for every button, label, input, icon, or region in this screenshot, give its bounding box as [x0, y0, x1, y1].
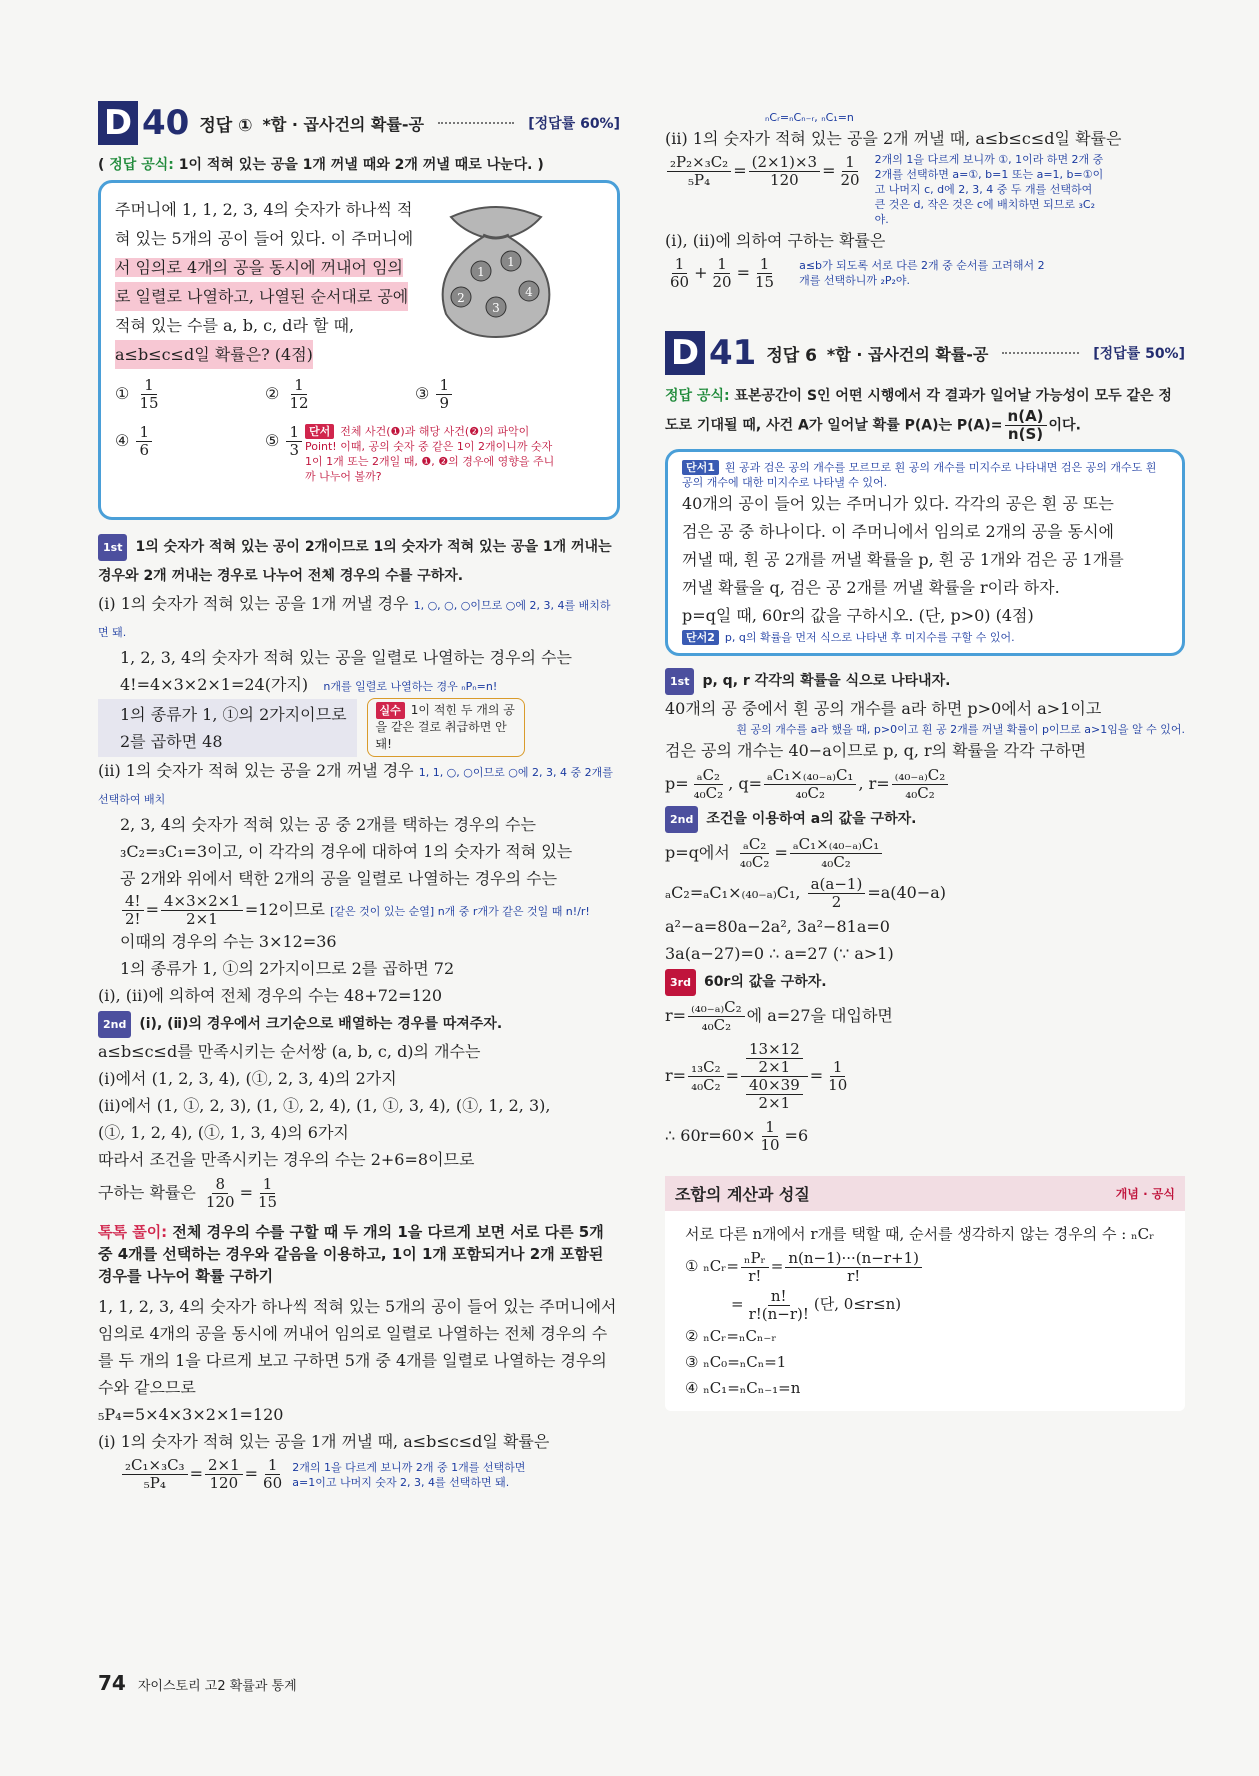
quick-title: 전체 경우의 수를 구할 때 두 개의 1을 다르게 보면 서로 다른 5개 중 4개를 선택하는 경우와 같음을 이용하고, 1이 1개 포함되거나 2개 포함된 경우를 나누어 확률 구하기	[98, 1223, 604, 1285]
concept-line: ③ ₙC₀=ₙCₙ=1	[685, 1353, 787, 1371]
choice-1[interactable]: ① $\frac{1}{15}$	[115, 376, 159, 412]
line: 에 a=27을 대입하면	[746, 1006, 893, 1025]
formula-label: 정답 공식:	[665, 388, 730, 404]
answer-formula: 정답 공식: 표본공간이 S인 어떤 시행에서 각 결과가 일어날 가능성이 모두 같은 정도로 기대될 때, 사건 A가 일어날 확률 P(A)는 P(A)= $\frac{n(A)}{n(S)}$ 이다.	[665, 388, 1172, 443]
question-box	[98, 180, 620, 520]
line: a≤b≤c≤d를 만족시키는 순서쌍 (a, b, c, d)의 개수는	[98, 1042, 481, 1061]
concept-line: ④ ₙC₁=ₙCₙ₋₁=n	[685, 1379, 801, 1397]
step-1st: 1st	[665, 668, 694, 695]
hint2-tag: 단서2	[682, 630, 719, 645]
left-column	[98, 100, 620, 1493]
perm-note: n개를 일렬로 나열하는 경우 ₙPₙ=n!	[323, 680, 498, 693]
step-3rd-text: 60r의 값을 구하자.	[703, 974, 827, 990]
line: 1의 종류가 1, ①의 2가지이므로	[120, 704, 347, 724]
question-line: 꺼낼 확률을 q, 검은 공 2개를 꺼낼 확률을 r이라 하자.	[682, 578, 1060, 597]
svg-text:1: 1	[507, 255, 515, 269]
step-1st: 1st	[98, 534, 127, 561]
line: (ⅰ), (ⅱ)에 의하여 전체 경우의 수는 48+72=120	[98, 986, 443, 1005]
svg-text:1: 1	[477, 265, 485, 279]
case-2-note: 1, 1, ○, ○이므로 ○에 2, 3, 4 중 2개를 선택하여 배치	[98, 766, 613, 806]
question-line: 로 일렬로 나열하고, 나열된 순서대로 공에	[115, 282, 408, 311]
page-number: 74	[98, 1671, 126, 1695]
line: p=q에서	[665, 843, 730, 862]
hint-tag: 단서	[305, 424, 334, 439]
question-line: a≤b≤c≤d일 확률은? (4점)	[115, 340, 313, 369]
line: ₅P₄=5×4×3×2×1=120	[98, 1405, 284, 1424]
line: 40개의 공 중에서 흰 공의 개수를 a라 하면 p>0에서 a>1이고	[665, 699, 1102, 718]
problem-number: 40	[142, 103, 190, 143]
question-text	[115, 195, 425, 369]
hint2-text: p, q의 확률을 먼저 식으로 나타낸 후 미지수를 구할 수 있어.	[724, 631, 1015, 644]
question-line: 꺼낼 때, 흰 공 2개를 꺼낼 확률을 p, 흰 공 1개와 검은 공 1개를	[682, 550, 1124, 569]
concept-tag: 개념 · 공식	[1115, 1187, 1175, 1201]
order-note: a≤b가 되도록 서로 다른 2개 중 순서를 고려해서 2개를 선택하니까 ₂P₂야.	[799, 259, 1045, 287]
prob-eq: $\frac{\text{₂P₂×₃C₂}}{\text{₅P₄}}$ = $\frac{(2\times 1)\times 3}{120}$ = $\frac{1}{20}$	[665, 152, 865, 190]
final-sum: $\frac{1}{60}$ + $\frac{1}{20}$ = $\frac{1}{15}$	[670, 255, 775, 291]
book-title: 자이스토리 고2 확률과 통계	[137, 1679, 297, 1694]
line: 공 2개와 위에서 택한 2개의 공을 일렬로 나열하는 경우의 수는	[120, 869, 558, 888]
svg-text:2: 2	[457, 291, 465, 305]
concept-line: ① ₙCᵣ=	[685, 1257, 739, 1275]
line: =a(40−a)	[867, 883, 947, 902]
hint-note	[305, 424, 555, 484]
formula-text: 표본공간이 S인 어떤 시행에서 각 결과가 일어날 가능성이 모두 같은 정도로 기대될 때, 사건 A가 일어날 확률 P(A)는 P(A)=	[665, 388, 1172, 434]
question-line: 혀 있는 5개의 공이 들어 있다. 이 주머니에	[115, 229, 414, 248]
hint1-text: 흰 공과 검은 공의 개수를 모르므로 흰 공의 개수를 미지수로 나타내면 검은 공의 개수도 흰 공의 개수에 대한 미지수로 나타낼 수 있어.	[682, 461, 1157, 489]
problem-header-40	[98, 100, 620, 146]
line: ∴ 60r=60×	[665, 1126, 756, 1145]
hint1-tag: 단서1	[682, 460, 719, 475]
quick-solution	[98, 1221, 620, 1287]
topic: *합 · 곱사건의 확률-공	[262, 114, 424, 134]
choice-4[interactable]: ④ $\frac{1}{6}$	[115, 424, 265, 484]
choice-2[interactable]: ② $\frac{1}{12}$	[265, 376, 309, 412]
answer: 정답 6	[766, 345, 817, 366]
line: (ⅰ) 1의 숫자가 적혀 있는 공을 1개 꺼낼 때, a≤b≤c≤d일 확률은	[98, 1432, 550, 1451]
s1-note: 흰 공의 개수를 a라 했을 때, p>0이고 흰 공 2개를 꺼낼 확률이 p이므로 a>1임을 알 수 있어.	[736, 723, 1185, 736]
svg-text:3: 3	[492, 301, 500, 315]
problem-number: 41	[709, 333, 757, 373]
line: (ⅰ), (ⅱ)에 의하여 구하는 확률은	[665, 231, 886, 250]
same-note: [같은 것이 있는 순열] n개 중 r개가 같은 것일 때 n!/r!	[330, 905, 590, 918]
choice-5[interactable]: ⑤ $\frac{1}{3}$	[265, 424, 415, 484]
line: 1의 종류가 1, ①의 2가지이므로 2를 곱하면 72	[120, 959, 455, 978]
choice-3[interactable]: ③ $\frac{1}{9}$	[415, 377, 565, 412]
line: (ⅱ) 1의 숫자가 적혀 있는 공을 2개 꺼낼 때, a≤b≤c≤d일 확률은	[665, 129, 1122, 148]
question-line: 검은 공 중 하나이다. 이 주머니에서 임의로 2개의 공을 동시에	[682, 522, 1114, 541]
concept-line: 서로 다른 n개에서 r개를 택할 때, 순서를 생각하지 않는 경우의 수 : ₙCᵣ	[685, 1225, 1155, 1243]
choices	[115, 377, 603, 484]
d-label: D	[98, 101, 138, 145]
question-line: 주머니에 1, 1, 2, 3, 4의 숫자가 하나씩 적	[115, 200, 413, 219]
step-2nd-text: (ⅰ), (ⅱ)의 경우에서 크기순으로 배열하는 경우를 따져주자.	[139, 1016, 503, 1032]
step-2nd: 2nd	[98, 1011, 131, 1038]
concept-box: 조합의 계산과 성질 개념 · 공식 서로 다른 n개에서 r개를 택할 때, 순서를 생각하지 않는 경우의 수 : ₙCᵣ ① ₙCᵣ= $\frac{\text{ₙPᵣ}}{r!}$ = $\frac{n(n-1)\cdot\cdot\cdot(n-r+1)}{r!}$ = $\frac{n!}{r!(n-r)!}$ (단, 0≤r≤n) ② ₙCᵣ=ₙCₙ₋ᵣ ③ ₙC₀=ₙCₙ=1 ④ ₙC₁=ₙCₙ₋₁=n	[665, 1176, 1185, 1411]
top-note: ₙCᵣ=ₙCₙ₋ᵣ, ₙC₁=n	[765, 111, 854, 124]
answer: 정답 ①	[199, 115, 253, 136]
line: (ⅱ)에서 (1, ①, 2, 3), (1, ①, 2, 4), (1, ①, 3, 4), (①, 1, 2, 3),	[98, 1096, 551, 1115]
answer-formula: ( 정답 공식: 1이 적혀 있는 공을 1개 꺼낼 때와 2개 꺼낼 때로 나눈다. )	[98, 157, 544, 173]
line: 2를 곱하면 48	[120, 731, 223, 751]
question-line: 서 임의로 4개의 공을 동시에 꺼내어 임의	[115, 258, 403, 277]
step-2nd: 2nd	[665, 806, 698, 833]
line: 구하는 확률은	[98, 1183, 196, 1202]
dots	[438, 122, 514, 124]
line: ₃C₂=₃C₁=3이고, 이 각각의 경우에 대하여 1의 숫자가 적혀 있는	[120, 842, 573, 861]
d-label: D	[665, 331, 705, 375]
formula-text: 1이 적혀 있는 공을 1개 꺼낼 때와 2개 꺼낼 때로 나눈다.	[178, 157, 533, 173]
formula-label: 정답 공식:	[109, 157, 174, 173]
step-1st-text: 1의 숫자가 적혀 있는 공이 2개이므로 1의 숫자가 적혀 있는 공을 1개 꺼내는 경우와 2개 꺼내는 경우로 나누어 전체 경우의 수를 구하자.	[98, 539, 612, 584]
line: (①, 1, 2, 4), (①, 1, 3, 4)의 6가지	[98, 1123, 349, 1142]
mistake-tag: 실수	[376, 702, 405, 719]
mistake-text: 1이 적힌 두 개의 공을 같은 걸로 취급하면 안 돼!	[375, 703, 515, 751]
step-3rd: 3rd	[665, 969, 696, 996]
question-line: 40개의 공이 들어 있는 주머니가 있다. 각각의 공은 흰 공 또는	[682, 494, 1114, 513]
step-2nd-text: 조건을 이용하여 a의 값을 구하자.	[706, 811, 917, 827]
quick-note: 2개의 1을 다르게 보니까 2개 중 1개를 선택하면 a=1이고 나머지 숫자 2, 3, 4를 선택하면 돼.	[292, 1460, 526, 1489]
step-1st-text: p, q, r 각각의 확률을 식으로 나타내자.	[702, 673, 951, 689]
right-column	[665, 110, 1185, 1411]
line: 2, 3, 4의 숫자가 적혀 있는 공 중 2개를 택하는 경우의 수는	[120, 815, 536, 834]
bag-illustration	[421, 189, 571, 339]
question-box-41	[665, 449, 1185, 656]
line: ₐC₂=ₐC₁×₍₄₀₋ₐ₎C₁,	[665, 883, 801, 902]
line: =6	[784, 1126, 809, 1145]
correct-rate: [정답률 50%]	[1093, 346, 1185, 362]
line: (ⅰ)에서 (1, 2, 3, 4), (①, 2, 3, 4)의 2가지	[98, 1069, 397, 1088]
case-1-note: 1, ○, ○, ○이므로 ○에 2, 3, 4를 배치하면 돼.	[98, 599, 611, 639]
problem-header-41	[665, 330, 1185, 376]
concept-line: (단, 0≤r≤n)	[813, 1295, 902, 1313]
solution-40: 1st 1의 숫자가 적혀 있는 공이 2개이므로 1의 숫자가 적혀 있는 공을 1개 꺼내는 경우와 2개 꺼내는 경우로 나누어 전체 경우의 수를 구하자. (ⅰ) 1의 숫자가 적혀 있는 공을 1개 꺼낼 경우 1, ○, ○, ○이므로 ○에 2, 3, 4를 배치하면 돼. 1, 2, 3, 4의 숫자가 적혀 있는 공을 일렬로 나열하는 경우의 수는 4!=4×3×2×1=24(가지) n개를 일렬로 나열하는 경우 ₙPₙ=n! 1의 종류가 1, ①의 2가지이므로 2를 곱하면 48 실수 1이 적힌 두 개의 공을 같은 걸로 취급하면 안 돼! (ⅱ) 1의 숫자가 적혀 있는 공을 2개 꺼낼 경우 1, 1, ○, ○이므로 ○에 2, 3, 4 중 2개를 선택하여 배치 2, 3, 4의 숫자가 적혀 있는 공 중 2개를 택하는 경우의 수는 ₃C₂=₃C₁=3이고, 이 각각의 경우에 대하여 1의 숫자가 적혀 있는 공 2개와 위에서 택한 2개의 공을 일렬로 나열하는 경우의 수는 $\frac{4!}{2!}$ = $\frac{4\times 3\times 2\times 1}{2\times 1}$ =12이므로 [같은 것이 있는 순열] n개 중 r개가 같은 것일 때 n!/r! 이때의 경우의 수는 3×12=36 1의 종류가 1, ①의 2가지이므로 2를 곱하면 72 (ⅰ), (ⅱ)에 의하여 전체 경우의 수는 48+72=120 2nd (ⅰ), (ⅱ)의 경우에서 크기순으로 배열하는 경우를 따져주자. a≤b≤c≤d를 만족시키는 순서쌍 (a, b, c, d)의 개수는 (ⅰ)에서 (1, 2, 3, 4), (①, 2, 3, 4)의 2가지 (ⅱ)에서 (1, ①, 2, 3), (1, ①, 2, 4), (1, ①, 3, 4), (①, 1, 2, 3), (①, 1, 2, 4), (①, 1, 3, 4)의 6가지 따라서 조건을 만족시키는 경우의 수는 2+6=8이므로 구하는 확률은 $\frac{8}{120}$ = $\frac{1}{15}$	[98, 532, 620, 1213]
case-note: 2개의 1을 다르게 보니까 ①, 1이라 하면 2개 중 2개를 선택하면 a=①, b=1 또는 a=1, b=①이고 나머지 c, d에 2, 3, 4 중 두 개를 선택하여 큰 것은 d, 작은 것은 c에 배치하면 되므로 ₃C₂야.	[874, 153, 1104, 226]
line: 3a(a−27)=0 ∴ a=27 (∵ a>1)	[665, 944, 894, 963]
svg-text:4: 4	[525, 285, 533, 299]
case-2-title: (ⅱ) 1의 숫자가 적혀 있는 공을 2개 꺼낼 경우	[98, 761, 414, 780]
topic: *합 · 곱사건의 확률-공	[826, 344, 989, 364]
line: 4!=4×3×2×1=24(가지)	[120, 675, 309, 694]
quick-body: 1, 1, 2, 3, 4의 숫자가 하나씩 적혀 있는 5개의 공이 들어 있는 주머니에서 임의로 4개의 공을 동시에 꺼내어 임의로 일렬로 나열하는 전체 경우의 수를 두 개의 1을 다르게 보고 구하면 5개 중 4개를 일렬로 나열하는 경우의 수와 같으므로 ₅P₄=5×4×3×2×1=120 (ⅰ) 1의 숫자가 적혀 있는 공을 1개 꺼낼 때, a≤b≤c≤d일 확률은 $\frac{\text{₂C₁×₃C₃}}{\text{₅P₄}}$ = $\frac{2\times 1}{120}$ = $\frac{1}{60}$ 2개의 1을 다르게 보니까 2개 중 1개를 선택하면 a=1이고 나머지 숫자 2, 3, 4를 선택하면 돼.	[98, 1293, 620, 1493]
footer	[98, 1671, 297, 1695]
line: a²−a=80a−2a², 3a²−81a=0	[665, 917, 890, 936]
line: =12이므로	[244, 900, 326, 919]
r-value: r= $\frac{\text{₁₃C₂}}{\text{₄₀C₂}}$ = $\frac{\frac{13\times 12}{2\times 1}}{\frac{40\times 39}{2\times 1}}$ = $\frac{1}{10}$	[665, 1040, 848, 1112]
solution-41: 1st p, q, r 각각의 확률을 식으로 나타내자. 40개의 공 중에서 흰 공의 개수를 a라 하면 p>0에서 a>1이고 흰 공의 개수를 a라 했을 때, p>0이고 흰 공 2개를 꺼낼 확률이 p이므로 a>1임을 알 수 있어. 검은 공의 개수는 40−a이므로 p, q, r의 확률을 각각 구하면 p= $\frac{\text{ₐC₂}}{\text{₄₀C₂}}$ , q= $\frac{\text{ₐC₁×₍₄₀₋ₐ₎C₁}}{\text{₄₀C₂}}$ , r= $\frac{\text{₍₄₀₋ₐ₎C₂}}{\text{₄₀C₂}}$ 2nd 조건을 이용하여 a의 값을 구하자. p=q에서 $\frac{\text{ₐC₂}}{\text{₄₀C₂}}$ = $\frac{\text{ₐC₁×₍₄₀₋ₐ₎C₁}}{\text{₄₀C₂}}$ ₐC₂=ₐC₁×₍₄₀₋ₐ₎C₁, $\frac{a(a-1)}{2}$ =a(40−a) a²−a=80a−2a², 3a²−81a=0 3a(a−27)=0 ∴ a=27 (∵ a>1) 3rd 60r의 값을 구하자. r= $\frac{\text{₍₄₀₋ₐ₎C₂}}{\text{₄₀C₂}}$ 에 a=27을 대입하면 r= $\frac{\text{₁₃C₂}}{\text{₄₀C₂}}$ = $\frac{\frac{13\times 12}{2\times 1}}{\frac{40\times 39}{2\times 1}}$ = $\frac{1}{10}$ ∴ 60r=60× $\frac{1}{10}$ =6	[665, 666, 1185, 1156]
concept-line: ② ₙCᵣ=ₙCₙ₋ᵣ	[685, 1327, 777, 1345]
question-line: 적혀 있는 수를 a, b, c, d라 할 때,	[115, 316, 355, 335]
pqr-formulas: p= $\frac{\text{ₐC₂}}{\text{₄₀C₂}}$ , q= $\frac{\text{ₐC₁×₍₄₀₋ₐ₎C₁}}{\text{₄₀C₂}}$ , r= $\frac{\text{₍₄₀₋ₐ₎C₂}}{\text{₄₀C₂}}$	[665, 764, 1185, 804]
correct-rate: [정답률 60%]	[528, 116, 620, 132]
line: 1, 2, 3, 4의 숫자가 적혀 있는 공을 일렬로 나열하는 경우의 수는	[120, 648, 572, 667]
quick-label: 톡톡 풀이:	[98, 1223, 168, 1241]
hint-text: 전체 사건(❶)과 해당 사건(❷)의 파악이 Point! 이때, 공의 숫자 중 같은 1이 2개이니까 숫자 1이 1개 또는 2개일 때, ❶, ❷의 경우에 영향을 주니까 나누어 볼까?	[305, 425, 555, 483]
concept-title: 조합의 계산과 성질	[675, 1185, 810, 1204]
line: 1, 1, 2, 3, 4의 숫자가 하나씩 적혀 있는 5개의 공이 들어 있는 주머니에서 임의로 4개의 공을 동시에 꺼내어 임의로 일렬로 나열하는 전체 경우의 수를 두 개의 1을 다르게 보고 구하면 5개 중 4개를 일렬로 나열하는 경우의 수와 같으므로	[98, 1297, 617, 1397]
dots	[1002, 352, 1079, 354]
mistake-note	[367, 698, 525, 757]
line: 이때의 경우의 수는 3×12=36	[120, 932, 337, 951]
continued-solution	[665, 125, 1185, 292]
formula-end: 이다.	[1048, 417, 1081, 434]
line: 검은 공의 개수는 40−a이므로 p, q, r의 확률을 각각 구하면	[665, 741, 1087, 760]
question-line: p=q일 때, 60r의 값을 구하시오. (단, p>0) (4점)	[682, 606, 1034, 625]
case-1-title: (ⅰ) 1의 숫자가 적혀 있는 공을 1개 꺼낼 경우	[98, 594, 409, 613]
line: 따라서 조건을 만족시키는 경우의 수는 2+6=8이므로	[98, 1150, 475, 1169]
